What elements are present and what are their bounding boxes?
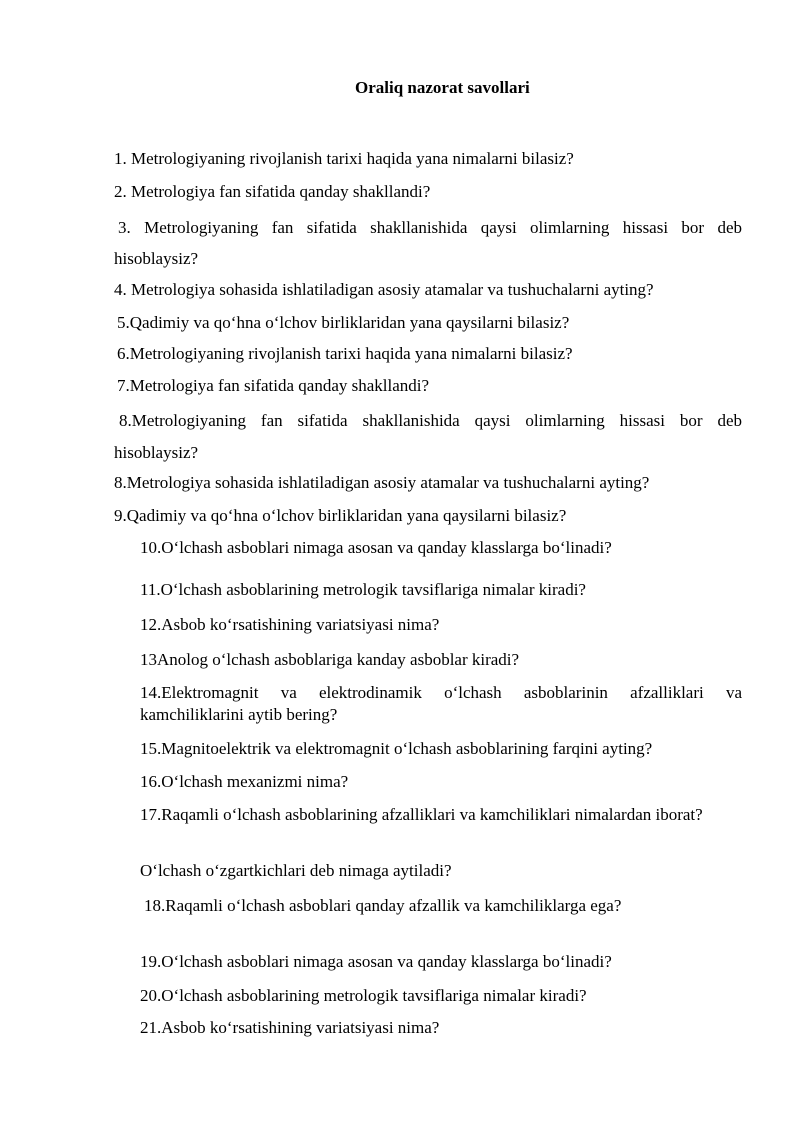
question-item: 19.O‘lchash asboblari nimaga asosan va qanday klasslarga bo‘linadi? — [140, 952, 612, 971]
question-item: O‘lchash o‘zgartkichlari deb nimaga aytiladi? — [140, 861, 452, 880]
question-item: 13Anolog o‘lchash asboblariga kanday asboblar kiradi? — [140, 650, 520, 669]
question-item: 3. Metrologiyaning fan sifatida shakllanishida qaysi olimlarning hissasi bor deb hisoblaysiz? — [114, 218, 742, 268]
question-item: 15.Magnitoelektrik va elektromagnit o‘lchash asboblarining farqini ayting? — [140, 739, 653, 758]
question-item: 2. Metrologiya fan sifatida qanday shakllandi? — [114, 182, 431, 201]
question-item: 4. Metrologiya sohasida ishlatiladigan asosiy atamalar va tushuchalarni ayting? — [114, 280, 654, 299]
question-item: 12.Asbob ko‘rsatishining variatsiyasi nima? — [140, 615, 440, 634]
question-item: 18.Raqamli o‘lchash asboblari qanday afzallik va kamchiliklarga ega? — [144, 896, 622, 915]
question-item: 6.Metrologiyaning rivojlanish tarixi haqida yana nimalarni bilasiz? — [117, 344, 573, 363]
question-item: 7.Metrologiya fan sifatida qanday shakllandi? — [117, 376, 430, 395]
question-item: 1. Metrologiyaning rivojlanish tarixi haqida yana nimalarni bilasiz? — [114, 149, 574, 168]
page-title: Oraliq nazorat savollari — [355, 78, 530, 97]
question-item: 11.O‘lchash asboblarining metrologik tavsiflariga nimalar kiradi? — [140, 580, 586, 599]
question-item: 8.Metrologiyaning fan sifatida shakllanishida qaysi olimlarning hissasi bor deb hisoblaysiz? — [114, 411, 742, 462]
question-item: 9.Qadimiy va qo‘hna o‘lchov birliklaridan yana qaysilarni bilasiz? — [114, 506, 567, 525]
question-item: 8.Metrologiya sohasida ishlatiladigan asosiy atamalar va tushuchalarni ayting? — [114, 473, 650, 492]
question-item: 20.O‘lchash asboblarining metrologik tavsiflariga nimalar kiradi? — [140, 986, 587, 1005]
question-item: 17.Raqamli o‘lchash asboblarining afzalliklari va kamchiliklari nimalardan iborat? — [140, 805, 703, 824]
question-item: 5.Qadimiy va qo‘hna o‘lchov birliklaridan yana qaysilarni bilasiz? — [117, 313, 570, 332]
question-item: 21.Asbob ko‘rsatishining variatsiyasi nima? — [140, 1018, 440, 1037]
question-item: 14.Elektromagnit va elektrodinamik o‘lchash asboblarinin afzalliklari va kamchiliklarini aytib bering? — [140, 683, 742, 724]
question-item: 16.O‘lchash mexanizmi nima? — [140, 772, 349, 791]
question-item: 10.O‘lchash asboblari nimaga asosan va qanday klasslarga bo‘linadi? — [140, 538, 612, 557]
